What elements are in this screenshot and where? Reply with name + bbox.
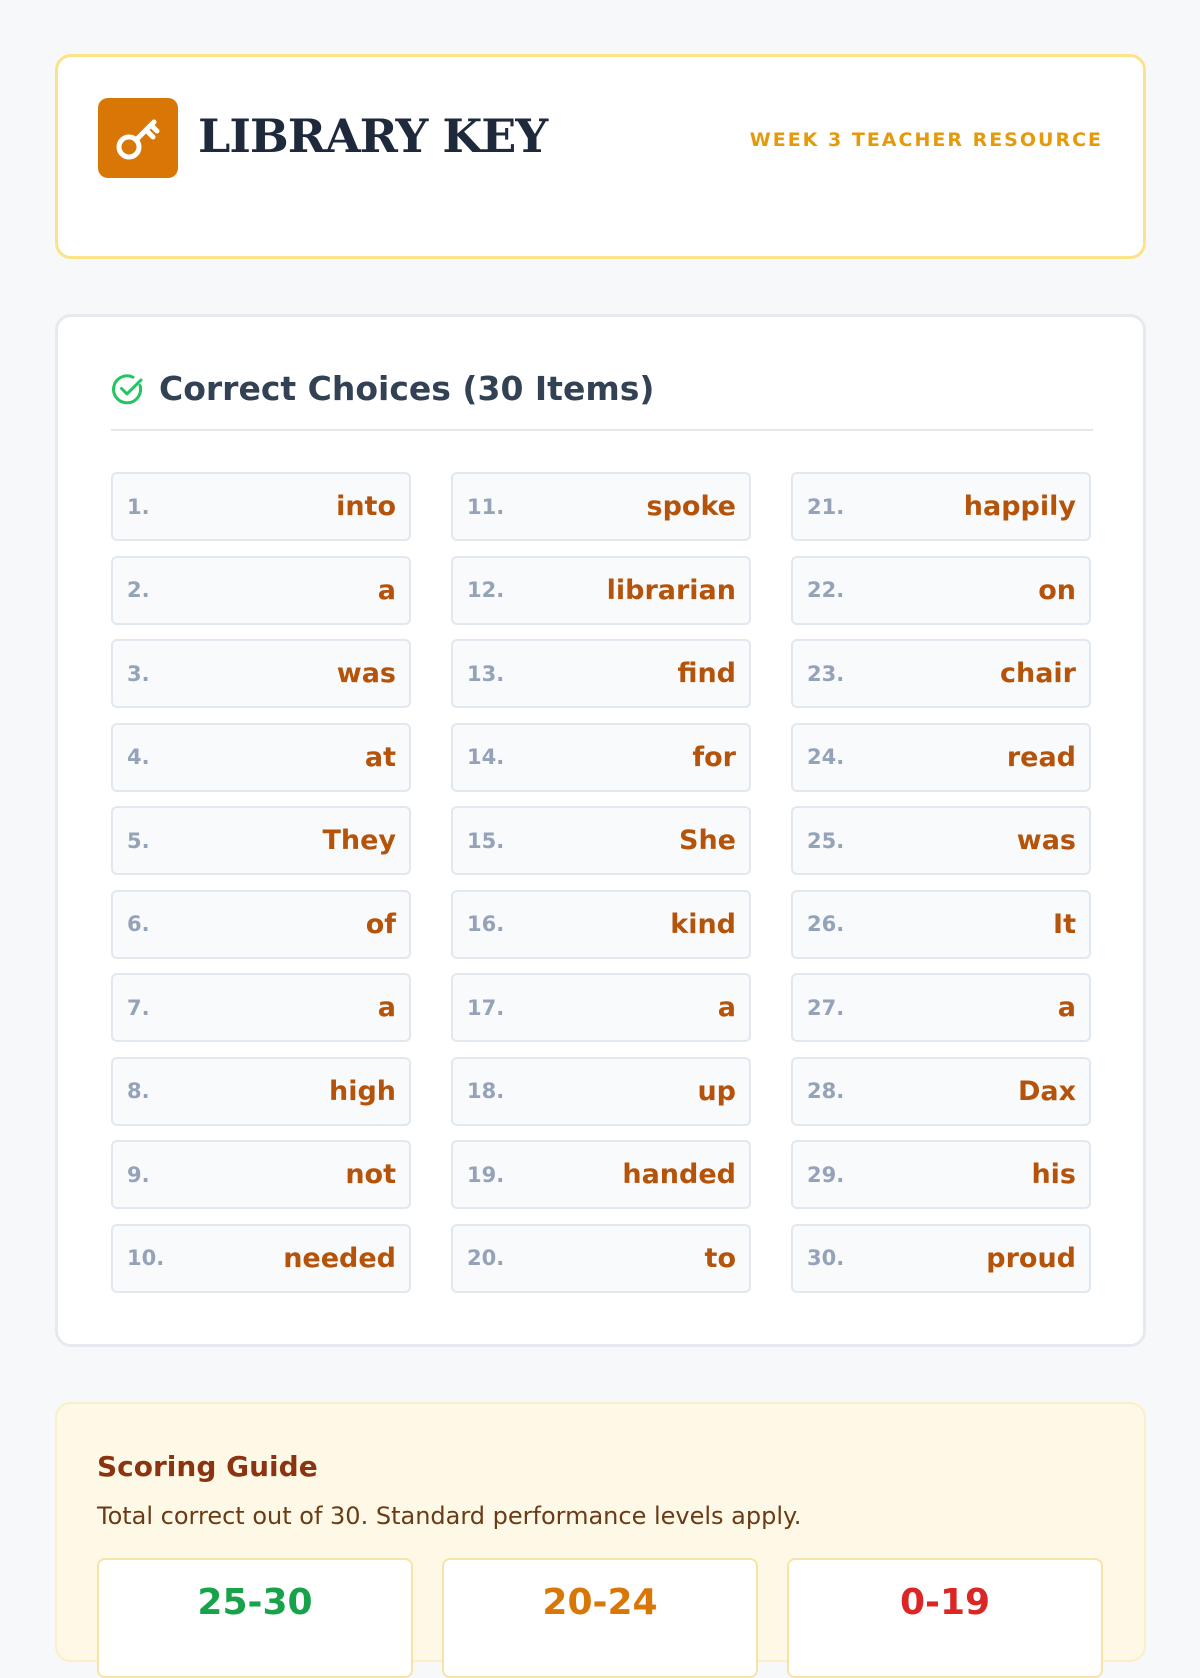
answer-item (791, 472, 1091, 541)
answer-word: It (1053, 908, 1076, 940)
answer-number: 12. (467, 578, 505, 602)
answer-item (451, 556, 751, 625)
answer-word: kind (670, 908, 736, 940)
answer-word: needed (283, 1242, 396, 1274)
answer-item (111, 806, 411, 875)
answer-item (451, 723, 751, 792)
section-title: Correct Choices (30 Items) (159, 369, 655, 408)
answer-item (451, 1140, 751, 1209)
answer-item (111, 890, 411, 959)
answer-item (111, 639, 411, 708)
scoring-title: Scoring Guide (97, 1450, 318, 1483)
answer-number: 4. (127, 745, 150, 769)
answer-word: Dax (1017, 1075, 1076, 1107)
answer-number: 11. (467, 494, 505, 519)
answer-item (791, 806, 1091, 875)
answer-item (791, 1057, 1091, 1126)
score-level (442, 1558, 758, 1678)
answer-item (111, 723, 411, 792)
answer-item (451, 1224, 751, 1293)
answer-word: proud (986, 1242, 1076, 1274)
answer-number: 19. (467, 1162, 505, 1187)
answer-item (111, 1057, 411, 1126)
answer-word: for (692, 741, 736, 773)
answer-item (791, 890, 1091, 959)
answer-word: handed (622, 1159, 736, 1190)
answer-number: 2. (127, 578, 150, 602)
header-card (55, 54, 1146, 259)
answer-word: chair (999, 658, 1076, 689)
answer-number: 6. (127, 912, 150, 936)
answer-number: 29. (807, 1162, 845, 1187)
performance-levels (97, 1558, 1103, 1678)
answer-number: 17. (467, 995, 505, 1020)
answer-item (111, 1140, 411, 1209)
answer-number: 20. (467, 1246, 505, 1270)
answer-number: 26. (807, 912, 845, 936)
answer-word: his (1031, 1159, 1076, 1190)
score-range: 0-19 (899, 1582, 991, 1623)
answer-number: 23. (807, 661, 845, 686)
score-range: 20-24 (542, 1582, 658, 1623)
page-subtitle: WEEK 3 TEACHER RESOURCE (749, 129, 1103, 151)
answer-number: 25. (807, 828, 845, 853)
answer-number: 3. (127, 661, 150, 686)
answer-number: 22. (807, 578, 845, 602)
answer-number: 24. (807, 745, 845, 769)
key-icon (112, 112, 164, 164)
answer-number: 7. (127, 995, 150, 1020)
answer-number: 16. (467, 912, 505, 936)
answer-word: at (364, 741, 396, 773)
answer-word: into (336, 491, 396, 522)
score-range: 25-30 (197, 1582, 313, 1623)
answer-number: 10. (127, 1246, 165, 1270)
answer-word: a (717, 992, 736, 1023)
answer-word: high (328, 1075, 396, 1107)
page-title: LIBRARY KEY (198, 109, 548, 163)
answer-item (451, 639, 751, 708)
answer-item (451, 1057, 751, 1126)
answer-word: up (697, 1075, 736, 1107)
answer-number: 9. (127, 1162, 150, 1187)
answer-number: 18. (467, 1079, 505, 1103)
answer-item (791, 1140, 1091, 1209)
answer-item (451, 973, 751, 1042)
check-circle-icon (111, 372, 145, 406)
answer-number: 13. (467, 661, 505, 686)
answer-word: She (679, 825, 736, 856)
answer-grid (111, 472, 1091, 1293)
answer-item (111, 556, 411, 625)
answer-number: 15. (467, 828, 505, 853)
answer-number: 28. (807, 1079, 845, 1103)
answer-item (111, 973, 411, 1042)
answers-card (55, 314, 1146, 1347)
answer-word: was (1016, 825, 1076, 856)
answer-item (451, 806, 751, 875)
answer-word: happily (963, 491, 1076, 522)
answer-word: a (377, 992, 396, 1023)
answer-number: 30. (807, 1246, 845, 1270)
answer-item (791, 556, 1091, 625)
scoring-guide (55, 1402, 1146, 1662)
answer-item (111, 472, 411, 541)
score-level (97, 1558, 413, 1678)
answer-item (791, 1224, 1091, 1293)
answer-item (791, 639, 1091, 708)
answer-item (111, 1224, 411, 1293)
answer-word: a (1057, 992, 1076, 1023)
answer-word: to (704, 1242, 736, 1274)
answer-number: 14. (467, 745, 505, 769)
answer-word: spoke (646, 491, 736, 522)
section-heading (111, 369, 1093, 431)
answer-item (791, 723, 1091, 792)
answer-word: was (336, 658, 396, 689)
logo (98, 98, 178, 178)
answer-word: find (677, 658, 736, 689)
answer-item (451, 472, 751, 541)
answer-word: They (322, 825, 396, 856)
score-level (787, 1558, 1103, 1678)
answer-number: 8. (127, 1079, 150, 1103)
answer-number: 27. (807, 995, 845, 1020)
answer-word: librarian (606, 574, 736, 606)
answer-word: not (345, 1159, 396, 1190)
answer-number: 1. (127, 494, 150, 519)
answer-word: on (1038, 574, 1076, 606)
answer-word: a (377, 574, 396, 606)
answer-word: of (365, 908, 396, 940)
answer-word: read (1006, 741, 1076, 773)
answer-number: 21. (807, 494, 845, 519)
answer-item (451, 890, 751, 959)
answer-number: 5. (127, 828, 150, 853)
scoring-description: Total correct out of 30. Standard performance levels apply. (97, 1502, 802, 1530)
answer-item (791, 973, 1091, 1042)
